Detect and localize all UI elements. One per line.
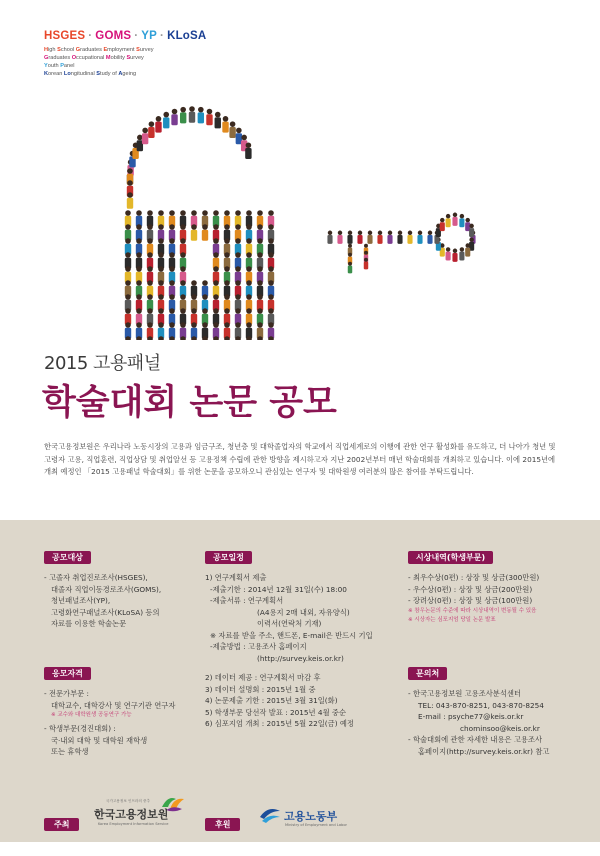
contact-phone: TEL: 043-870-8251, 043-870-8254 [418,700,544,710]
host-english: Korea Employment Information Service [98,822,169,826]
section-contact-title: 문의처 [408,667,447,680]
panel-brand-block [44,30,206,78]
schedule-line: (A4용지 2매 내외, 자유양식) [257,607,350,617]
schedule-line: -제출서류 : 연구계획서 [210,596,284,605]
panel-description-goms: Graduates Occupational Mobility Survey [44,55,144,61]
section-qualification-title: 응모자격 [44,667,91,680]
schedule-line: 3) 데이터 설명회 : 2015년 1월 중 [205,684,316,694]
list-item: - 한국고용정보원 고용조사분석센터 [408,689,522,698]
qualification-list [44,688,175,758]
list-item: 국·내외 대학 및 대학원 재학생 [51,735,148,745]
host-name: 한국고용정보원 [94,808,169,821]
intro-paragraph: 한국고용정보원은 우리나라 노동시장의 고용과 임금구조, 청년층 및 대학졸업자의 학교에서 직업세계로의 이행에 관한 연구 활성화를 유도하고, 더 나아가 청년 및 고령자 고용, 직업훈련, 직업상담 및 취업알선 등 고용정책 수립에 관한 방향을 제시하고자 지난 2002년부터 매년 학술대회를 개최하고 있습니다. 이에 2015년에 개최 예정인 「2015 고용패널 학술대회」를 위한 논문을 공모하오니 관심있는 연구자 및 대학원생 여러분의 많은 참여를 부탁드립니다. [44,442,556,476]
panel-description-yp: Youth Panel [44,63,75,69]
panel-descriptions [44,46,206,78]
list-item: - 우수상(0편) : 상장 및 상금(200만원) [408,584,533,594]
contact-email[interactable]: chominsoo@keis.or.kr [460,723,540,733]
schedule-line: 이력서(연락처 기재) [257,619,322,628]
contact-email[interactable]: E-mail : psyche77@keis.or.kr [418,712,524,721]
contact-list [408,688,549,757]
list-item: 대학교수, 대학강사 및 연구기관 연구자 [51,700,176,710]
panel-name-klosa: KLoSA [167,30,207,42]
padlock-key-illustration [0,100,600,340]
list-item: - 학술대회에 관한 자세한 내용은 고용조사 [408,735,543,744]
schedule-line: 5) 학생부문 당선작 발표 : 2015년 4월 중순 [205,707,347,717]
schedule-line: 4) 논문제출 기한 : 2015년 3월 31일(화) [205,696,338,705]
section-target [44,551,161,630]
awards-note: ※ 참우논문의 수준에 따라 시상내역이 변동될 수 있음 [408,607,537,614]
section-qualification [44,667,175,758]
moel-logo-icon [258,805,282,825]
panel-name-goms: GOMS [95,30,132,42]
section-awards [408,551,539,625]
panel-name-hsges: HSGES [44,30,86,42]
panel-names: HSGES · GOMS · YP · KLoSA [44,30,207,42]
panel-description-hsges: High School Graduates Employment Survey [44,47,154,53]
list-item: - 최우수상(0편) : 상장 및 상금(300만원) [408,573,540,582]
schedule-line: (http://survey.keis.or.kr) [257,653,344,663]
host-label: 주최 [44,818,79,831]
target-list [44,572,161,630]
host-tagline: 국가고용정보 인프라의 중추 [106,799,150,803]
section-target-title: 공모대상 [44,551,91,564]
schedule-line: 1) 연구계획서 제출 [205,573,267,582]
sponsor-name: 고용노동부 [284,810,338,823]
page-headline: 학술대회 논문 공모 [42,383,337,423]
schedule-line: -제출방법 : 고용조사 홈페이지 [210,642,307,651]
schedule-spacer [205,664,373,672]
list-item: - 학생부문(경진대회) : [44,724,116,733]
sponsor-english: Ministry of Employment and Labor [285,823,347,827]
list-item: - 고졸자 취업진로조사(HSGES), [44,573,148,582]
key-people-illustration [327,213,475,274]
panel-description-klosa: Korean Longitudinal Study of Ageing [44,71,137,77]
host-block [44,812,79,831]
schedule-list [205,572,373,730]
schedule-line: 2) 데이터 제공 : 연구계획서 마감 후 [205,673,321,682]
awards-list [408,572,539,625]
sponsor-label: 후원 [205,818,240,831]
schedule-line: ※ 자료를 받을 주소, 핸드폰, E-mail은 반드시 기입 [210,630,373,640]
schedule-line: -제출기한 : 2014년 12월 31일(수) 18:00 [210,584,347,594]
padlock-people-illustration [125,106,274,340]
list-item: 고령화연구패널조사(KLoSA) 등의 [51,607,160,617]
qualification-note: ※ 교수와 대학원생 공동연구 가능 [51,712,132,718]
event-title: 2015 고용패널 [44,353,161,374]
sponsor-block [205,812,240,831]
section-contact [408,667,549,757]
list-item: 대졸자 직업이동경로조사(GOMS), [51,584,162,594]
list-item: - 전문가부문 : [44,689,89,698]
list-item: - 장려상(0편) : 상장 및 상금(100만원) [408,596,533,605]
schedule-line: 6) 심포지엄 개최 : 2015년 5월 22일(금) 예정 [205,719,354,728]
footer-strip [0,842,600,856]
section-schedule-title: 공모일정 [205,551,252,564]
awards-note: ※ 시상자는 심포지엄 당일 논문 발표 [408,616,496,623]
list-item: 또는 휴학생 [51,747,89,756]
contact-homepage[interactable]: 홈페이지(http://survey.keis.or.kr) 참고 [418,746,550,756]
section-awards-title: 시상내역(학생부문) [408,551,493,564]
section-schedule [205,551,373,730]
list-item: 청년패널조사(YP), [51,596,111,605]
panel-name-yp: YP [141,30,158,42]
list-item: 자료를 이용한 학술논문 [51,619,127,628]
